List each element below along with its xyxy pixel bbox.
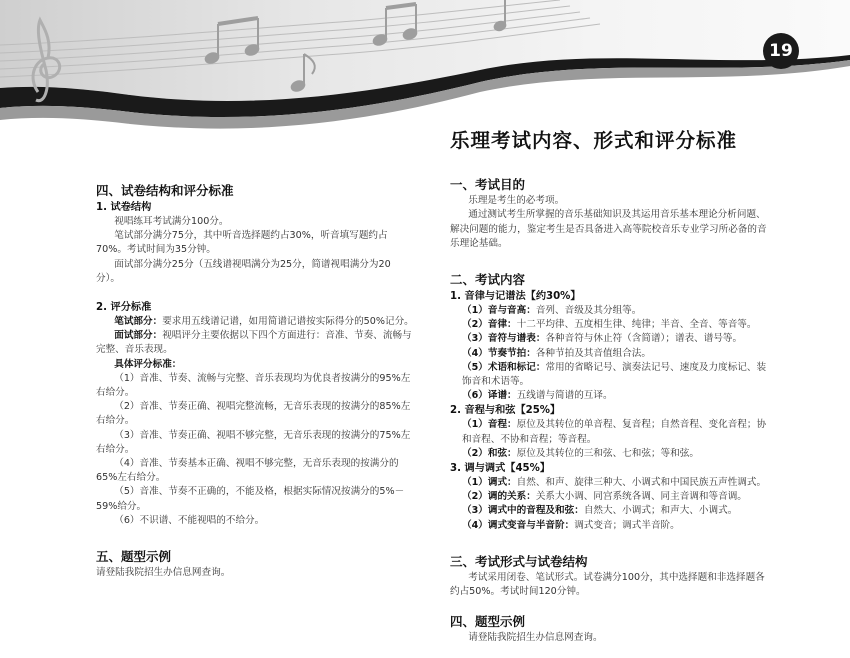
criteria-item: （6）不识谱、不能视唱的不给分。 bbox=[114, 514, 265, 526]
content-item: （4）调式变音与半音阶：调式变音；调式半音阶。 bbox=[462, 519, 680, 531]
criteria-item: （1）音准、节奏、流畅与完整、音乐表现均为优良者按满分的95%左右给分。 bbox=[96, 372, 411, 399]
content-item: （3）音符与谱表：各种音符与休止符（含简谱）；谱表、谱号等。 bbox=[462, 333, 743, 345]
paragraph: 考试采用闭卷、笔试形式。试卷满分100分，其中选择题和非选择题各约占50%。考试时间120分钟。 bbox=[450, 571, 765, 598]
subsection-heading: 2. 音程与和弦【25%】 bbox=[450, 405, 561, 417]
criteria-item: （4）音准、节奏基本正确、视唱不够完整，无音乐表现的按满分的65%左右给分。 bbox=[96, 458, 399, 484]
paragraph bbox=[96, 358, 414, 372]
page-number-badge: 19 bbox=[763, 33, 799, 69]
content-item: （1）音程：原位及其转位的单音程、复音程；自然音程、变化音程；协和音程、不协和音程；等音程。 bbox=[462, 419, 767, 445]
paragraph: 通过测试考生所掌握的音乐基础知识及其运用音乐基本理论分析问题、解决问题的能力，鉴定考生是否具备进入高等院校音乐专业学习所必备的音乐理论基础。 bbox=[450, 209, 767, 249]
paragraph: 笔试部分：要求用五线谱记谱，如用简谱记谱按实际得分的50%记分。 bbox=[114, 316, 414, 328]
content-item: （1）音与音高：音列、音级及其分组等。 bbox=[462, 305, 642, 317]
paragraph: 面试部分满分25分（五线谱视唱满分为25分，简谱视唱满分为20分）。 bbox=[96, 258, 391, 284]
content-item: （4）节奏节拍：各种节拍及其音值组合法。 bbox=[462, 347, 651, 359]
paragraph: 视唱练耳考试满分100分。 bbox=[114, 216, 229, 227]
criteria-item: （5）音准、节奏不正确的，不能及格，根据实际情况按满分的5%－59%给分。 bbox=[96, 486, 405, 512]
paragraph: 请登陆我院招生办信息网查询。 bbox=[468, 632, 603, 644]
paragraph: 笔试部分满分75分，其中听音选择题约占30%，听音填写题约占70%。考试时间为35分钟。 bbox=[96, 230, 388, 256]
content-item: （2）调的关系：关系大小调、同宫系统各调、同主音调和等音调。 bbox=[462, 491, 747, 503]
subsection-heading: 3. 调与调式【45%】 bbox=[450, 463, 551, 475]
section-heading: 二、考试内容 bbox=[450, 272, 526, 288]
paragraph: 乐理是考生的必考项。 bbox=[468, 195, 565, 207]
bold-label: 面试部分： bbox=[114, 330, 163, 342]
section-heading: 五、题型示例 bbox=[96, 549, 172, 565]
content-item: （3）调式中的音程及和弦：自然大、小调式；和声大、小调式。 bbox=[462, 505, 738, 517]
criteria-item: （3）音准、节奏正确、视唱不够完整，无音乐表现的按满分的75%左右给分。 bbox=[96, 429, 411, 455]
paragraph: 面试部分：视唱评分主要依据以下四个方面进行：音准、节奏、流畅与完整、音乐表现。 bbox=[96, 330, 412, 356]
content-item: （6）译谱：五线谱与简谱的互译。 bbox=[462, 390, 613, 402]
page-title: 乐理考试内容、形式和评分标准 bbox=[450, 129, 738, 152]
paragraph: 请登陆我院招生办信息网查询。 bbox=[96, 567, 231, 579]
content-item: （5）术语和标记：常用的省略记号、演奏法记号、速度及力度标记、装饰音和术语等。 bbox=[462, 361, 767, 388]
criteria-item: （2）音准、节奏正确、视唱完整流畅，无音乐表现的按满分的85%左右给分。 bbox=[96, 401, 411, 427]
content-item: （2）和弦：原位及其转位的三和弦、七和弦；等和弦。 bbox=[462, 447, 699, 459]
subsection-heading: 1. 音律与记谱法【约30%】 bbox=[450, 291, 581, 303]
subsection-heading: 1. 试卷结构 bbox=[96, 202, 152, 213]
subsection-heading: 2. 评分标准 bbox=[96, 302, 152, 314]
section-heading: 一、考试目的 bbox=[450, 177, 526, 193]
section-heading: 四、题型示例 bbox=[450, 614, 526, 630]
section-heading: 三、考试形式与试卷结构 bbox=[450, 553, 588, 569]
right-column bbox=[450, 129, 770, 645]
bold-label: 具体评分标准： bbox=[114, 358, 182, 370]
left-column bbox=[96, 182, 414, 580]
content-item: （1）调式：自然、和声、旋律三种大、小调式和中国民族五声性调式。 bbox=[462, 477, 767, 489]
music-wave-banner bbox=[0, 0, 850, 140]
content-item: （2）音律：十二平均律、五度相生律、纯律；半音、全音、等音等。 bbox=[462, 319, 757, 331]
bold-label: 笔试部分： bbox=[114, 316, 163, 328]
section-heading: 四、试卷结构和评分标准 bbox=[96, 183, 234, 198]
